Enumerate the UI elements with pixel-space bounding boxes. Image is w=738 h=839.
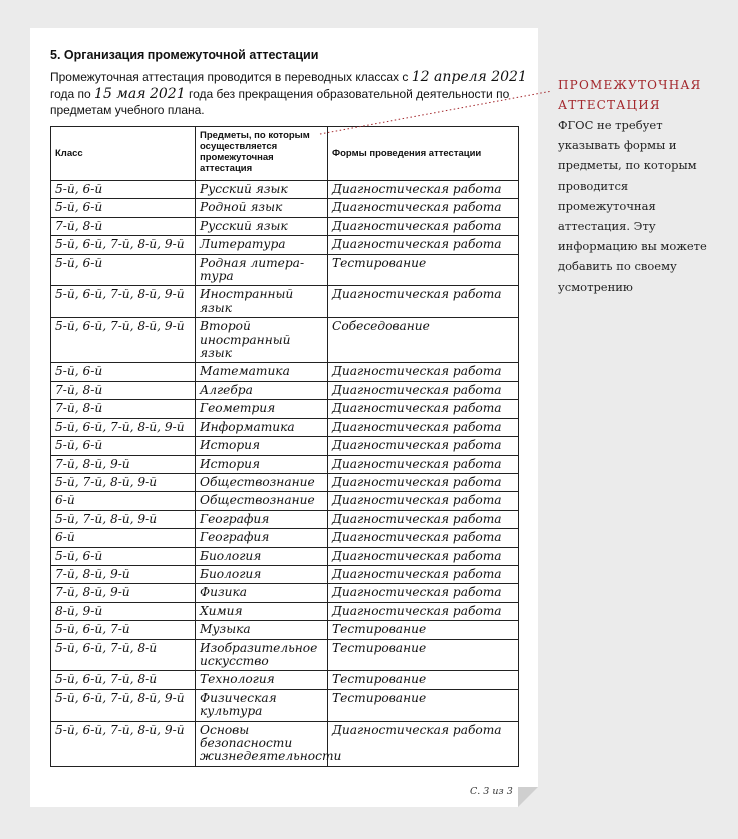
cell-subject: Биология [196, 565, 328, 583]
intro-text-1: Промежуточная аттестация проводится в переводных классах с [50, 70, 412, 84]
cell-class: 5-й, 6-й, 7-й, 8-й [51, 639, 196, 671]
cell-form: Собеседование [328, 318, 519, 363]
cell-form: Диагностическая работа [328, 217, 519, 235]
cell-form: Тестирование [328, 639, 519, 671]
cell-subject: Русский язык [196, 217, 328, 235]
cell-subject: Обществознание [196, 492, 328, 510]
cell-class: 5-й, 6-й, 7-й, 8-й, 9-й [51, 236, 196, 254]
cell-class: 5-й, 6-й, 7-й [51, 621, 196, 639]
cell-class: 5-й, 6-й [51, 547, 196, 565]
cell-form: Тестирование [328, 671, 519, 689]
cell-subject: История [196, 455, 328, 473]
cell-form: Диагностическая работа [328, 602, 519, 620]
cell-class: 5-й, 7-й, 8-й, 9-й [51, 473, 196, 491]
cell-class: 5-й, 6-й [51, 363, 196, 381]
cell-class: 5-й, 7-й, 8-й, 9-й [51, 510, 196, 528]
cell-subject: Литература [196, 236, 328, 254]
header-subjects: Предметы, по которым осуществляется промежуточная аттестация [196, 127, 328, 181]
side-note [558, 75, 723, 297]
cell-form: Тестирование [328, 689, 519, 721]
cell-class: 7-й, 8-й [51, 381, 196, 399]
cell-subject: Родной язык [196, 199, 328, 217]
section-title: 5. Организация промежуточной аттестации [50, 48, 319, 62]
cell-form: Диагностическая работа [328, 437, 519, 455]
cell-form: Диагностическая работа [328, 492, 519, 510]
cell-subject: Родная литера-тура [196, 254, 328, 286]
cell-subject: Изобразительное искусство [196, 639, 328, 671]
cell-form: Тестирование [328, 621, 519, 639]
cell-subject: История [196, 437, 328, 455]
cell-form: Диагностическая работа [328, 455, 519, 473]
cell-subject: Музыка [196, 621, 328, 639]
cell-class: 5-й, 6-й, 7-й, 8-й, 9-й [51, 318, 196, 363]
cell-class: 5-й, 6-й [51, 181, 196, 199]
cell-class: 7-й, 8-й, 9-й [51, 565, 196, 583]
cell-form: Диагностическая работа [328, 181, 519, 199]
cell-subject: Химия [196, 602, 328, 620]
cell-class: 7-й, 8-й [51, 217, 196, 235]
cell-subject: Геометрия [196, 400, 328, 418]
cell-form: Диагностическая работа [328, 547, 519, 565]
cell-form: Диагностическая работа [328, 363, 519, 381]
cell-form: Диагностическая работа [328, 510, 519, 528]
cell-class: 6-й [51, 492, 196, 510]
cell-form: Тестирование [328, 254, 519, 286]
cell-class: 5-й, 6-й [51, 437, 196, 455]
cell-subject: Математика [196, 363, 328, 381]
cell-class: 7-й, 8-й, 9-й [51, 584, 196, 602]
cell-subject: Иностранный язык [196, 286, 328, 318]
cell-subject: Информатика [196, 418, 328, 436]
note-title: ПРОМЕЖУТОЧНАЯ АТТЕСТАЦИЯ [558, 78, 702, 112]
intro-text-3: года без прекращения образовательной деятельности по предметам учебного плана. [50, 86, 510, 117]
header-forms: Формы проведения аттестации [328, 127, 519, 181]
cell-form: Диагностическая работа [328, 199, 519, 217]
cell-form: Диагностическая работа [328, 236, 519, 254]
cell-form: Диагностическая работа [328, 721, 519, 766]
cell-subject: Физическая культура [196, 689, 328, 721]
cell-class: 5-й, 6-й, 7-й, 8-й, 9-й [51, 418, 196, 436]
cell-subject: Русский язык [196, 181, 328, 199]
cell-subject: География [196, 510, 328, 528]
intro-text-2: года по [50, 86, 95, 101]
cell-subject: Физика [196, 584, 328, 602]
page-number: С. 3 из 3 [470, 786, 513, 797]
cell-form: Диагностическая работа [328, 584, 519, 602]
cell-form: Диагностическая работа [328, 286, 519, 318]
note-body-text: ФГОС не требует указывать формы и предметы, по которым проводится промежуточная аттестация. Эту информацию вы можете добавить по своему усмотрению [558, 118, 707, 294]
cell-class: 6-й [51, 529, 196, 547]
cell-subject: Алгебра [196, 381, 328, 399]
cell-form: Диагностическая работа [328, 473, 519, 491]
cell-class: 5-й, 6-й [51, 199, 196, 217]
cell-class: 7-й, 8-й, 9-й [51, 455, 196, 473]
cell-class: 7-й, 8-й [51, 400, 196, 418]
cell-class: 5-й, 6-й, 7-й, 8-й, 9-й [51, 689, 196, 721]
cell-class: 5-й, 6-й, 7-й, 8-й, 9-й [51, 721, 196, 766]
intro-date-start: 12 апреля 2021 [411, 69, 527, 85]
cell-subject: Технология [196, 671, 328, 689]
cell-form: Диагностическая работа [328, 400, 519, 418]
cell-subject: Биология [196, 547, 328, 565]
cell-class: 5-й, 6-й, 7-й, 8-й [51, 671, 196, 689]
cell-form: Диагностическая работа [328, 529, 519, 547]
note-body [558, 115, 723, 297]
cell-form: Диагностическая работа [328, 565, 519, 583]
cell-class: 8-й, 9-й [51, 602, 196, 620]
cell-class: 5-й, 6-й [51, 254, 196, 286]
intro-date-end: 15 мая 2021 [94, 85, 186, 102]
cell-subject: Обществознание [196, 473, 328, 491]
cell-subject: География [196, 529, 328, 547]
cell-form: Диагностическая работа [328, 418, 519, 436]
cell-form: Диагностическая работа [328, 381, 519, 399]
cell-subject: Второй иностранный язык [196, 318, 328, 363]
cell-class: 5-й, 6-й, 7-й, 8-й, 9-й [51, 286, 196, 318]
cell-subject: Основы безопасности жизнедеятельности [196, 721, 328, 766]
header-class: Класс [51, 127, 196, 181]
